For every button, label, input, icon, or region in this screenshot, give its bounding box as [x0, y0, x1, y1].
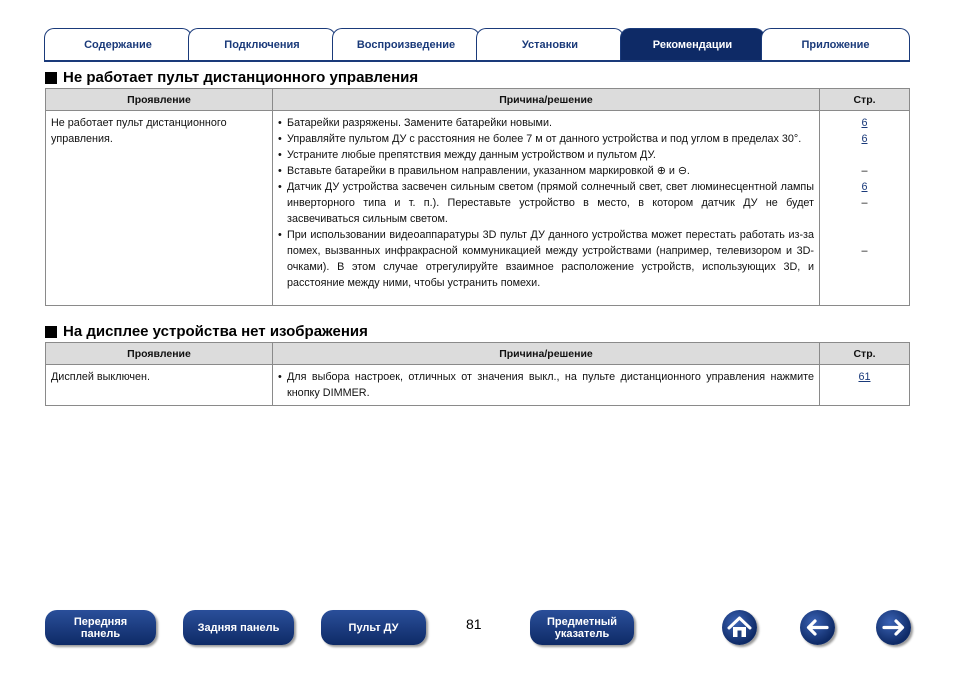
- table-row: [46, 365, 910, 406]
- rear-panel-label: Задняя панель: [197, 621, 280, 634]
- tab-connections[interactable]: Подключения: [188, 28, 336, 60]
- front-panel-label: Передняя панель: [73, 615, 128, 640]
- page-link[interactable]: 6: [861, 117, 868, 129]
- remote-label: Пульт ДУ: [348, 621, 399, 634]
- cause-item: • Вставьте батарейки в правильном направлении, указанном маркировкой ⊕ и ⊖.: [278, 165, 690, 177]
- arrow-right-icon: [876, 610, 911, 645]
- cause-item: • При использовании видеоаппаратуры 3D пульт ДУ данного устройства может перестать работать из-за помех, вызванных инфракрасной коммуникацией между устройствами (например, телевизором и 3D-очками). В этом случае отрегулируйте взаимное расположение устройств, использующих 3D, и расстояние между ними, чтобы устранить помехи.: [278, 229, 814, 289]
- section-heading-display: [45, 323, 368, 340]
- troubleshoot-table-display: [45, 342, 910, 406]
- forward-button[interactable]: [876, 610, 911, 645]
- tab-appendix[interactable]: Приложение: [761, 28, 910, 60]
- troubleshoot-table-remote: [45, 88, 910, 306]
- symptom-cell: Дисплей выключен.: [46, 365, 273, 406]
- cause-item: • Для выбора настроек, отличных от значения выкл., на пульте дистанционного управления нажмите кнопку DIMMER.: [278, 371, 814, 399]
- cause-cell: [273, 111, 820, 306]
- cause-item: • Датчик ДУ устройства засвечен сильным светом (прямой солнечный свет, свет люминесцентной лампы инверторного типа и т. п.). Переставьте устройство в место, в котором датчик ДУ не будет засвечиваться сильным светом.: [278, 181, 814, 225]
- header-symptom: Проявление: [46, 89, 273, 111]
- tab-bar-underline: [44, 60, 910, 62]
- table-header-row: [46, 343, 910, 365]
- table-row: [46, 111, 910, 306]
- index-button[interactable]: [530, 610, 634, 645]
- header-page: Стр.: [820, 89, 910, 111]
- page-cell: [820, 365, 910, 406]
- section-title-text: На дисплее устройства нет изображения: [63, 323, 368, 340]
- page-number: 81: [466, 616, 482, 632]
- page-cell: [820, 111, 910, 306]
- page-ref: –: [861, 245, 868, 257]
- cause-item: • Управляйте пультом ДУ с расстояния не более 7 м от данного устройства и под углом в пределах 30°.: [278, 133, 802, 145]
- header-cause: Причина/решение: [273, 343, 820, 365]
- cause-item: • Батарейки разряжены. Замените батарейки новыми.: [278, 117, 553, 129]
- table-header-row: [46, 89, 910, 111]
- heading-square-icon: [45, 326, 57, 338]
- header-symptom: Проявление: [46, 343, 273, 365]
- cause-item: • Устраните любые препятствия между данным устройством и пультом ДУ.: [278, 149, 656, 161]
- page-ref-spacer: [825, 227, 904, 243]
- tab-playback[interactable]: Воспроизведение: [332, 28, 480, 60]
- home-icon: [722, 610, 757, 645]
- page-ref[interactable]: [825, 131, 904, 147]
- front-panel-button[interactable]: [45, 610, 156, 645]
- tab-tips[interactable]: Рекомендации: [620, 28, 765, 60]
- back-button[interactable]: [800, 610, 835, 645]
- page-ref[interactable]: [825, 115, 904, 131]
- page-link[interactable]: 61: [858, 371, 871, 383]
- page-ref-spacer: [825, 211, 904, 227]
- tab-settings[interactable]: Установки: [476, 28, 624, 60]
- page-ref: –: [861, 197, 868, 209]
- page-link[interactable]: 6: [861, 181, 868, 193]
- home-button[interactable]: [722, 610, 757, 645]
- page-link[interactable]: 6: [861, 133, 868, 145]
- remote-button[interactable]: [321, 610, 426, 645]
- page-ref[interactable]: [825, 179, 904, 195]
- page-ref-spacer: [825, 147, 904, 163]
- tab-contents[interactable]: Содержание: [44, 28, 192, 60]
- cause-cell: [273, 365, 820, 406]
- page-ref: –: [861, 165, 868, 177]
- section-title-text: Не работает пульт дистанционного управления: [63, 69, 419, 86]
- index-label: Предметный указатель: [546, 615, 618, 640]
- symptom-cell: Не работает пульт дистанционного управления.: [46, 111, 273, 306]
- arrow-left-icon: [800, 610, 835, 645]
- page-ref[interactable]: [825, 369, 904, 385]
- rear-panel-button[interactable]: [183, 610, 294, 645]
- heading-square-icon: [45, 72, 57, 84]
- section-heading-remote: [45, 69, 418, 86]
- header-cause: Причина/решение: [273, 89, 820, 111]
- header-page: Стр.: [820, 343, 910, 365]
